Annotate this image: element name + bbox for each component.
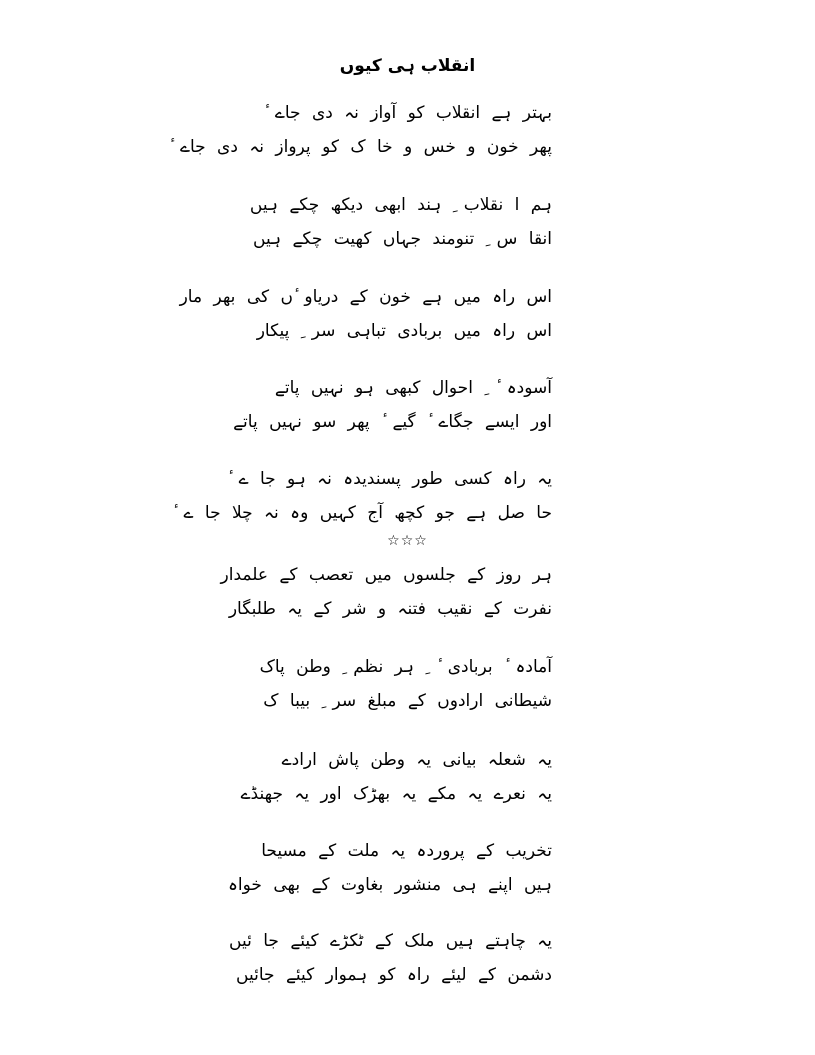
verse-line: تخریب کے پروردہ یہ ملت کے مسیحا [261,841,552,861]
verse-line: یہ نعرے یہ مکے یہ بھڑک اور یہ جھنڈے [240,784,552,804]
verse-line: حا صل ہے جو کچھ آج کہیں وہ نہ چلا جا ے ٔ [172,503,552,523]
stanza [221,558,552,626]
verse-line: آسودہ ٔ ِ احوال کبھی ہو نہیں پاتے [274,378,552,398]
stanza [228,834,552,902]
verse-line: یہ شعلہ بیانی یہ وطن پاش ارادے [281,750,552,770]
stanza [233,371,552,439]
verse-line: آمادہ ٔ بربادی ٔ ِ ہر نظم ِ وطن پاک [259,657,552,677]
verse-line: اور ایسے جگاے ٔ گیے ٔ پھر سو نہیں پاتے [233,412,552,432]
verse-line: انقا س ِ تنومند جہاں کھیت چکے ہیں [253,229,552,249]
verse-line: اس راہ میں بربادی تباہی سر ِ پیکار [256,321,552,341]
verse-line: دشمن کے لیئے راہ کو ہموار کیئے جائیں [236,965,552,985]
stanza [241,743,552,811]
stanza [169,96,552,164]
verse-line: پھر خون و خس و خا ک کو پرواز نہ دی جاے ٔ [168,137,552,157]
verse-line: شیطانی ارادوں کے مبلغ سر ِ بیبا ک [263,691,552,711]
stanza [260,650,552,718]
stanza [229,924,552,992]
stanza [172,462,552,530]
verse-line: اس راہ میں ہے خون کے دریاو ٔں کی بھر مار [179,287,552,307]
verse-line: ہم ا نقلاب ِ ہند ابھی دیکھ چکے ہیں [249,195,552,215]
verse-line: نفرت کے نقیب فتنہ و شر کے یہ طلبگار [228,599,552,619]
verse-line: یہ راہ کسی طور پسندیدہ نہ ہو جا ے ٔ [227,469,552,489]
poem-title: انقلاب ہی کیوں [339,56,476,76]
verse-line: بہتر ہے انقلاب کو آواز نہ دی جاے ٔ [263,103,552,123]
verse-line: ہیں اپنے ہی منشور بغاوت کے بھی خواہ [227,875,552,895]
verse-line: ہر روز کے جلسوں میں تعصب کے علمدار [220,565,552,585]
stanza [180,280,552,348]
verse-line: یہ چاہتے ہیں ملک کے ٹکڑے کیئے جا ئیں [229,931,552,951]
stanza [250,188,552,256]
section-divider-stars: ☆☆☆ [387,533,428,549]
